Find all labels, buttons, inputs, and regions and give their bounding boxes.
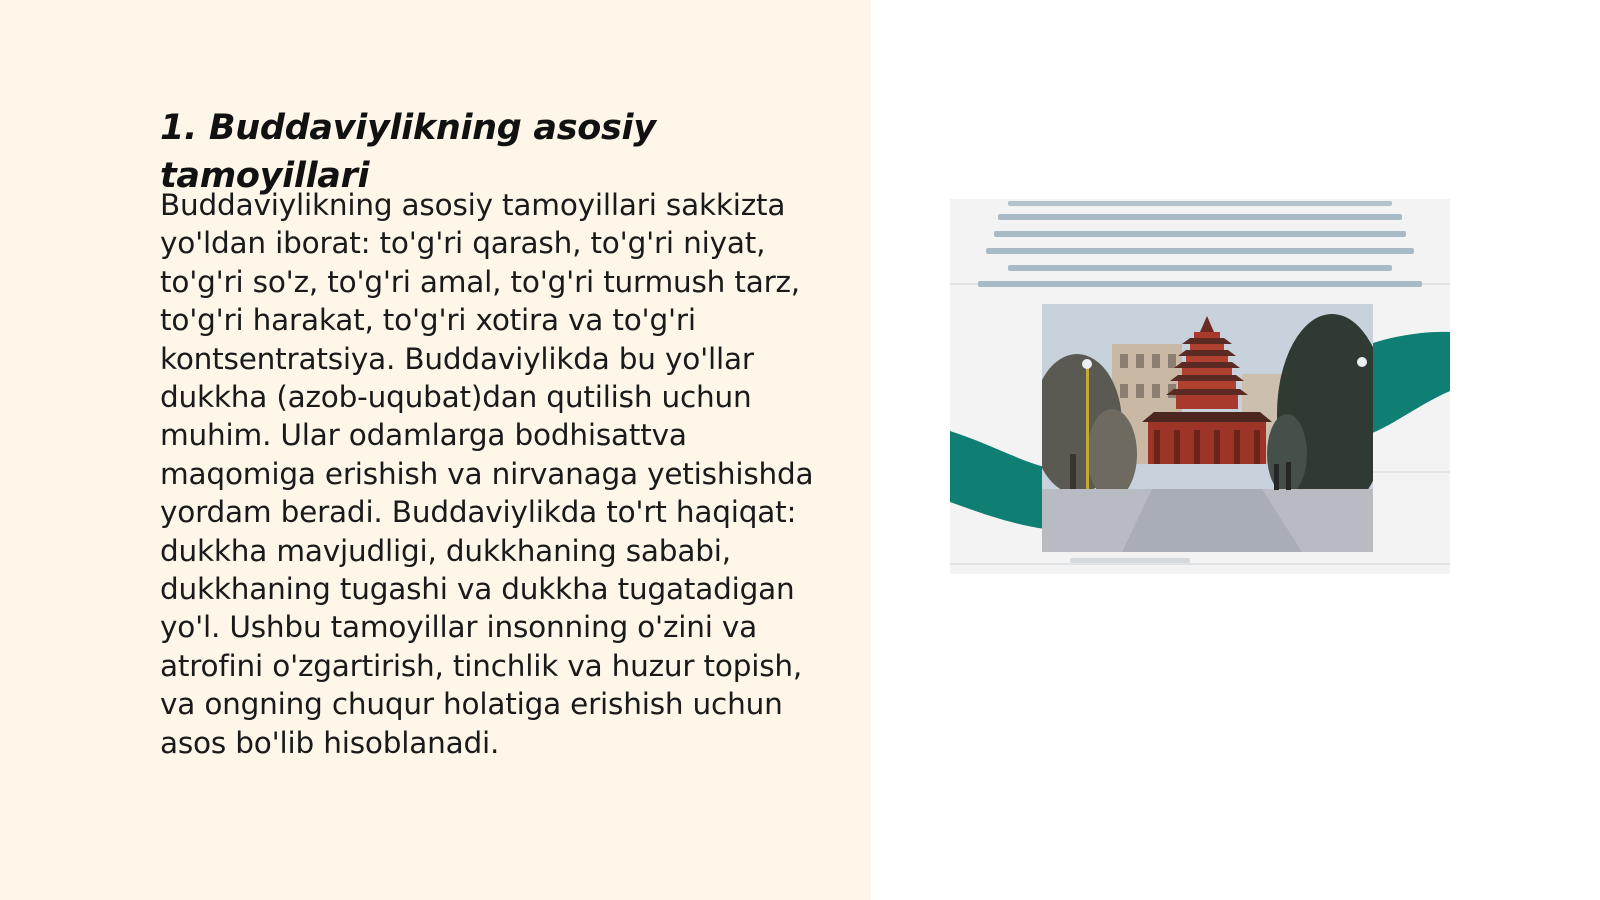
caption-lines — [968, 199, 1432, 293]
slide-title: 1. Buddaviylikning asosiy tamoyillari — [160, 108, 656, 196]
figure-footnote — [1070, 556, 1270, 569]
temple-figure — [950, 199, 1450, 574]
pagoda-photo — [1042, 304, 1373, 552]
slide-body-text: Buddaviylikning asosiy tamoyillari sakkizta yo'ldan iborat: to'g'ri qarash, to'g'ri niyat, to'g'ri so'z, to'g'ri amal, to'g'ri turmush tarz, to'g'ri harakat, to'g'ri xotira va to'g'ri kontsentratsiya. Buddaviylikda bu yo'llar dukkha (azob-uqubat)dan qutilish uchun muhim. Ular odamlarga bodhisattva maqomiga erishish va nirvanaga yetishishda yordam beradi. Buddaviylikda to'rt haqiqat: dukkha mavjudligi, dukkhaning sababi, dukkhaning tugashi va dukkha tugatadigan yo'l. Ushbu tamoyillar insonning o'zini va atrofini o'zgartirish, tinchlik va huzur topish, va ongning chuqur holatiga erishish uchun asos bo'lib hisoblanadi. — [160, 188, 814, 760]
